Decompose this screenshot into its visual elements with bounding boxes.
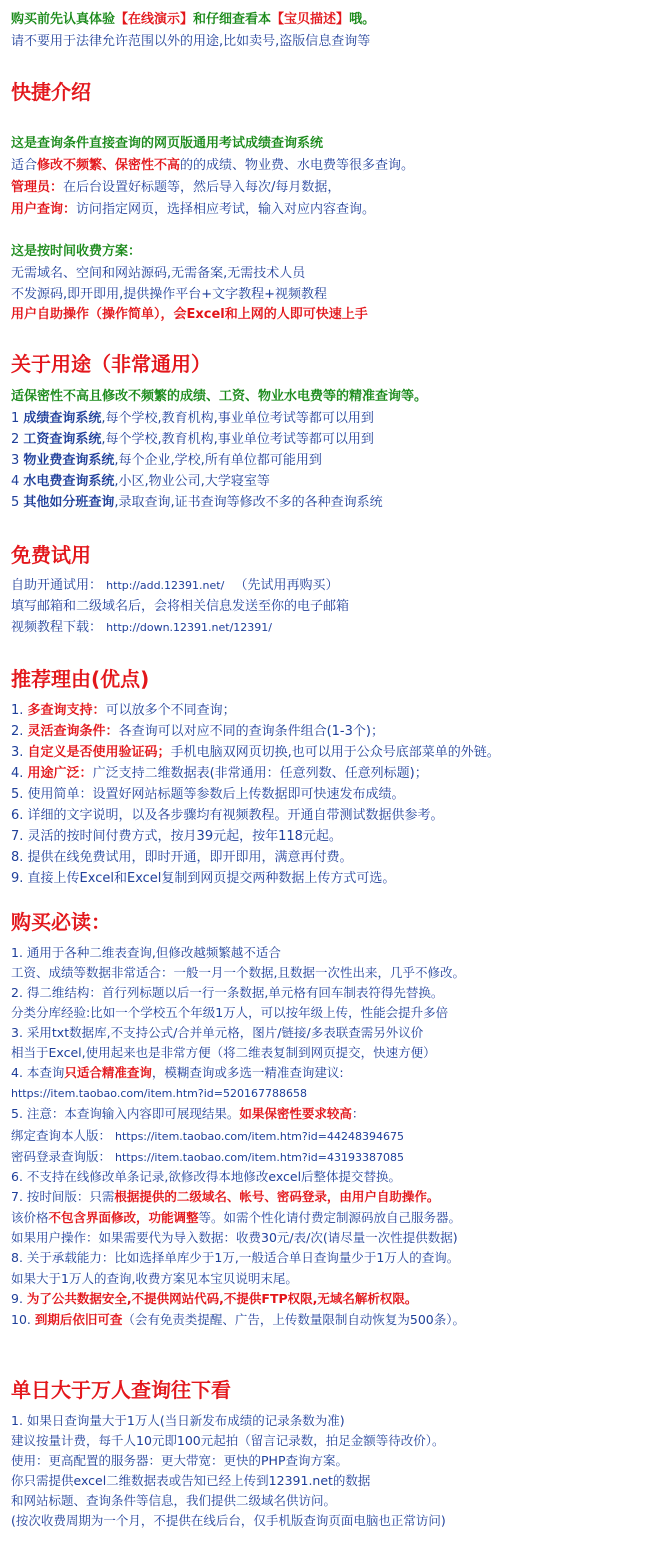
note-line — [11, 1291, 417, 1307]
section-title-large: 单日大于万人查询往下看 — [11, 1378, 231, 1402]
reason-item-desc: 灵活的按时间付费方式，按月39元起，按年118元起。 — [27, 829, 342, 844]
note-line — [11, 1128, 404, 1145]
reason-item — [11, 724, 384, 740]
usage-item — [11, 453, 322, 469]
reason-item-number: 4. — [11, 766, 28, 781]
reason-item — [11, 703, 236, 719]
fuzzy-query-link[interactable]: https://item.taobao.com/item.htm?id=520167788658 — [11, 1087, 307, 1100]
usage-item-number: 5 — [11, 495, 24, 510]
section-title-notes: 购买必读： — [11, 910, 111, 934]
note-line: 1. 通用于各种二维表查询,但修改越频繁越不适合 — [11, 945, 281, 960]
reason-item — [11, 766, 428, 782]
reason-item-number: 3. — [11, 745, 28, 760]
usage-item-name: 物业费查询系统 — [23, 453, 115, 468]
reason-item-key: 自定义是否使用验证码； — [27, 745, 171, 760]
highlight: 修改不频繁、保密性不高 — [37, 158, 181, 173]
note-line — [11, 1189, 439, 1205]
usage-item — [11, 474, 270, 490]
trial-line — [11, 578, 338, 594]
note: （先试用再购买） — [234, 578, 339, 593]
reason-item — [11, 850, 353, 866]
label: 绑定查询本人版： — [11, 1128, 112, 1143]
intro-line: 无需域名、空间和网站源码,无需备案,无需技术人员 — [11, 266, 306, 281]
reason-item-desc: 使用简单：设置好网站标题等参数后上传数据即可快速发布成绩。 — [27, 787, 405, 802]
reason-item-number: 9. — [11, 871, 28, 886]
self-query-link[interactable]: https://item.taobao.com/item.htm?id=44248394675 — [115, 1130, 404, 1143]
trial-line — [11, 620, 272, 636]
text: 在后台设置好标题等，然后导入每次/每月数据， — [63, 180, 341, 195]
usage-item-desc: ,录取查询,证书查询等修改不多的各种查询系统 — [114, 495, 383, 510]
text: 适合 — [11, 158, 38, 173]
large-line: (按次收费周期为一个月，不提供在线后台，仅手机版查询页面电脑也正常访问) — [11, 1513, 446, 1528]
note-line: 8. 关于承载能力：比如选择单库少于1万,一般适合单日查询量少于1万人的查询。 — [11, 1250, 460, 1265]
large-line: 建议按量计费，每千人10元即100元起拍（留言记录数，拍足金额等待改价）。 — [11, 1433, 445, 1448]
reason-item-number: 8. — [11, 850, 28, 865]
highlight: 为了公共数据安全,不提供网站代码,不提供FTP权限,无域名解析权限。 — [26, 1291, 418, 1306]
section-title-trial: 免费试用 — [11, 543, 91, 567]
text: 5. 注意：本查询输入内容即可展现结果。 — [11, 1106, 240, 1121]
notice-text: 哦。 — [349, 12, 376, 27]
text: ，模糊查询或多选一精准查询建议: — [151, 1065, 344, 1080]
usage-item-number: 2 — [11, 432, 24, 447]
reason-item-number: 1. — [11, 703, 28, 718]
text: 访问指定网页，选择相应考试，输入对应内容查询。 — [76, 202, 376, 217]
highlight: 只适合精准查询 — [64, 1065, 152, 1080]
reason-item-desc: 可以放多个不同查询； — [105, 703, 236, 718]
usage-item-desc: ,每个学校,教育机构,事业单位考试等都可以用到 — [101, 411, 374, 426]
legal-notice: 请不要用于法律允许范围以外的用途,比如卖号,盗版信息查询等 — [11, 34, 371, 49]
reason-item-number: 5. — [11, 787, 28, 802]
usage-item-name: 其他如分班查询 — [23, 495, 115, 510]
reason-item-desc: 详细的文字说明，以及各步骤均有视频教程。开通自带测试数据供参考。 — [27, 808, 444, 823]
highlight: 到期后依旧可查 — [34, 1312, 123, 1327]
reason-item-desc: 手机电脑双网页切换,也可以用于公众号底部菜单的外链。 — [170, 745, 500, 760]
note-line: 2. 得二维结构：首行列标题以后一行一条数据,单元格有回车制表符得先替换。 — [11, 985, 444, 1000]
reason-item-key: 灵活查询条件： — [27, 724, 119, 739]
usage-item-number: 1 — [11, 411, 24, 426]
text: （会有免责类提醒、广告，上传数量限制自动恢复为500条）。 — [122, 1312, 465, 1327]
intro-line: 不发源码,即开即用,提供操作平台+文字教程+视频教程 — [11, 287, 328, 302]
section-title-usage: 关于用途（非常通用） — [11, 352, 211, 376]
note-line — [11, 1065, 344, 1081]
highlight: 用户查询： — [11, 202, 77, 217]
highlight: 如果保密性要求较高 — [239, 1106, 352, 1121]
reason-item-number: 6. — [11, 808, 28, 823]
usage-item-desc: ,每个学校,教育机构,事业单位考试等都可以用到 — [101, 432, 374, 447]
text: 的的成绩、物业费、水电费等很多查询。 — [180, 158, 415, 173]
text: ： — [351, 1106, 365, 1121]
text: 等。如需个性化请付费定制源码放自己服务器。 — [198, 1210, 462, 1225]
usage-item-desc: ,每个企业,学校,所有单位都可能用到 — [114, 453, 322, 468]
intro-line — [11, 202, 375, 218]
text: 该价格 — [11, 1210, 49, 1225]
large-line: 使用：更高配置的服务器：更大带宽：更快的PHP查询方案。 — [11, 1453, 348, 1468]
usage-item-number: 3 — [11, 453, 24, 468]
highlight: 根据提供的二级域名、帐号、密码登录，由用户自助操作。 — [114, 1189, 440, 1204]
notice-line — [11, 12, 375, 28]
reason-item-number: 2. — [11, 724, 28, 739]
section-title-intro: 快捷介绍 — [11, 80, 91, 104]
label: 视频教程下载： — [11, 620, 103, 635]
notice-text: 购买前先认真体验 — [11, 12, 116, 27]
note-line: 分类分库经验:比如一个学校五个年级1万人，可以按年级上传，性能会提升多倍 — [11, 1005, 449, 1020]
reason-item-desc: 各查询可以对应不同的查询条件组合(1-3个)； — [118, 724, 384, 739]
large-line: 你只需提供excel二维数据表或告知已经上传到12391.net的数据 — [11, 1473, 371, 1488]
usage-item-name: 水电费查询系统 — [23, 474, 115, 489]
label: 密码登录查询版： — [11, 1149, 112, 1164]
highlight: 管理员： — [11, 180, 64, 195]
pricing-subtitle: 这是按时间收费方案： — [11, 244, 142, 259]
text: 9. — [11, 1291, 27, 1306]
trial-url-link[interactable]: http://add.12391.net/ — [106, 579, 225, 592]
note-line — [11, 1312, 465, 1328]
reason-item — [11, 808, 444, 824]
text: 10. — [11, 1312, 35, 1327]
section-title-reasons: 推荐理由(优点) — [11, 667, 150, 691]
label: 自助开通试用： — [11, 578, 103, 593]
trial-line: 填写邮箱和二级域名后，会将相关信息发送至你的电子邮箱 — [11, 599, 350, 614]
reason-item — [11, 787, 405, 803]
reason-item — [11, 829, 342, 845]
intro-line — [11, 158, 414, 174]
usage-item — [11, 432, 374, 448]
note-line: 如果用户操作：如果需要代为导入数据：收费30元/表/次(请尽量一次性提供数据) — [11, 1230, 458, 1245]
large-line: 1. 如果日查询量大于1万人(当日新发布成绩的记录条数为准) — [11, 1413, 345, 1428]
note-line: 6. 不支持在线修改单条记录,欲修改得本地修改excel后整体提交替换。 — [11, 1169, 402, 1184]
reason-item — [11, 745, 500, 761]
note-line: 如果大于1万人的查询,收费方案见本宝贝说明末尾。 — [11, 1271, 298, 1286]
usage-item-desc: ,小区,物业公司,大学寝室等 — [114, 474, 270, 489]
note-line: 3. 采用txt数据库,不支持公式/合并单元格，图片/链接/多表联查需另外议价 — [11, 1025, 424, 1040]
reason-item-desc: 提供在线免费试用，即时开通，即开即用，满意再付费。 — [27, 850, 353, 865]
intro-highlight-line: 用户自助操作（操作简单），会Excel和上网的人即可快速上手 — [11, 307, 368, 322]
usage-item-name: 成绩查询系统 — [23, 411, 102, 426]
usage-item — [11, 495, 383, 511]
note-line: 相当于Excel,使用起来也是非常方便（将二维表复制到网页提交，快速方便） — [11, 1045, 436, 1060]
video-url-link[interactable]: http://down.12391.net/12391/ — [106, 621, 272, 634]
notice-text: 和仔细查看本 — [193, 12, 272, 27]
note-line — [11, 1106, 364, 1122]
note-line — [11, 1210, 461, 1226]
note-line: 工资、成绩等数据非常适合：一般一月一个数据,且数据一次性出来，几乎不修改。 — [11, 965, 465, 980]
reason-item-key: 多查询支持： — [27, 703, 106, 718]
reason-item-number: 7. — [11, 829, 28, 844]
usage-item-name: 工资查询系统 — [23, 432, 102, 447]
reason-item-desc: 广泛支持二维数据表(非常通用：任意列数、任意列标题)； — [92, 766, 428, 781]
text: 4. 本查询 — [11, 1065, 65, 1080]
demo-link[interactable]: 【在线演示】 — [115, 12, 194, 27]
large-line: 和网站标题、查询条件等信息，我们提供二级域名供访问。 — [11, 1493, 337, 1508]
reason-item — [11, 871, 395, 887]
usage-item-number: 4 — [11, 474, 24, 489]
usage-subtitle: 适保密性不高且修改不频繁的成绩、工资、物业水电费等的精准查询等。 — [11, 389, 428, 404]
reason-item-desc: 直接上传Excel和Excel复制到网页提交两种数据上传方式可选。 — [27, 871, 396, 886]
note-line — [11, 1149, 404, 1166]
highlight: 不包含界面修改，功能调整 — [48, 1210, 199, 1225]
text: 7. 按时间版：只需 — [11, 1189, 115, 1204]
intro-subtitle: 这是查询条件直接查询的网页版通用考试成绩查询系统 — [11, 136, 324, 151]
password-query-link[interactable]: https://item.taobao.com/item.htm?id=43193387085 — [115, 1151, 404, 1164]
reason-item-key: 用途广泛： — [27, 766, 93, 781]
intro-line — [11, 180, 340, 196]
usage-item — [11, 411, 374, 427]
description-link[interactable]: 【宝贝描述】 — [271, 12, 350, 27]
